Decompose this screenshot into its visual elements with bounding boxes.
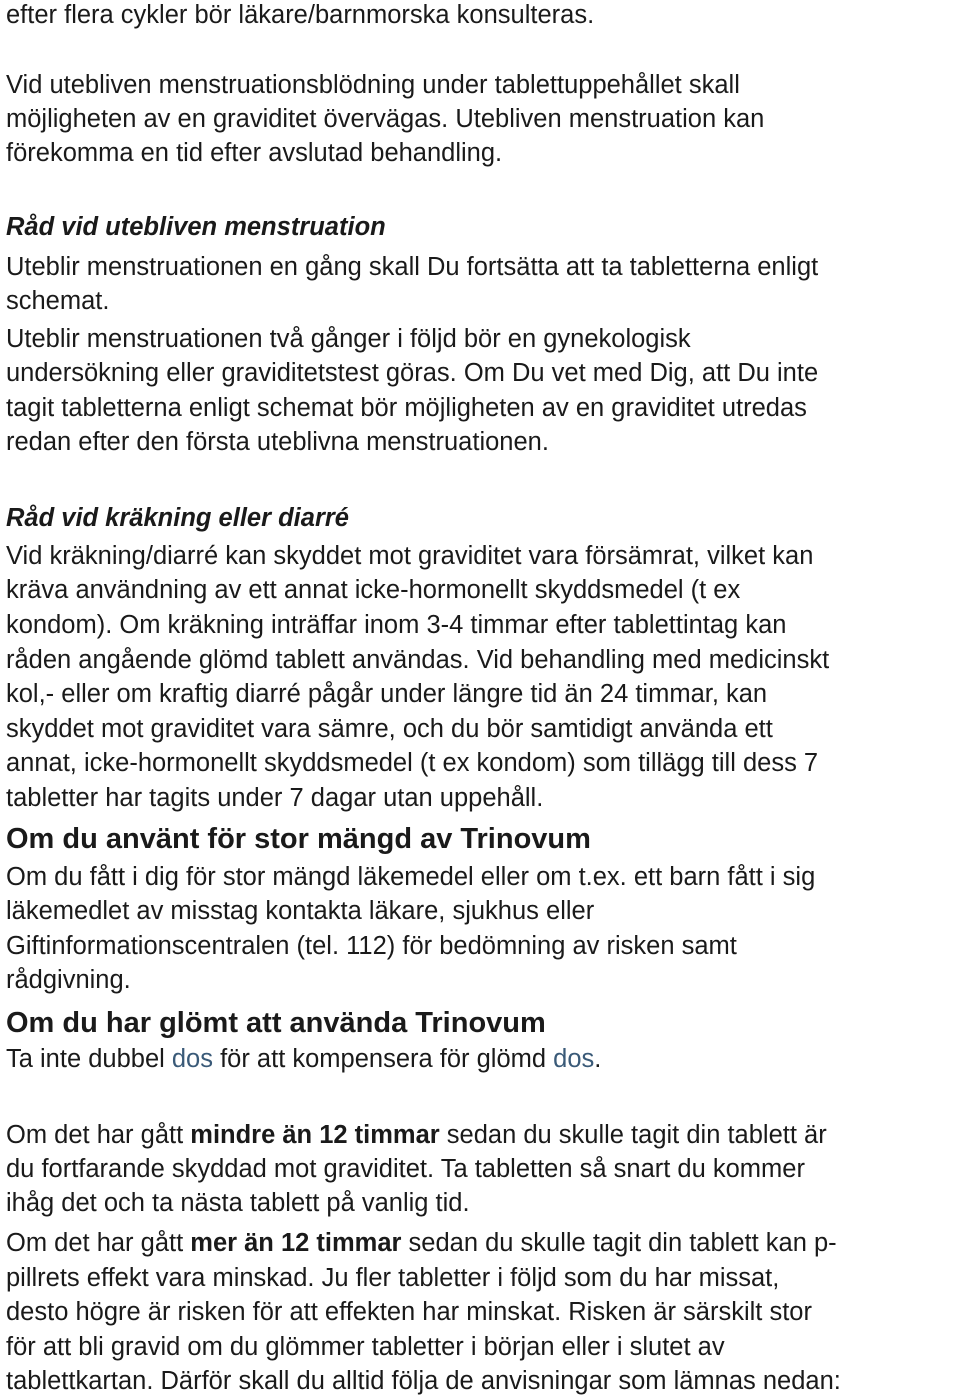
body-line: tabletter har tagits under 7 dagar utan uppehåll. bbox=[6, 784, 544, 812]
body-line: Giftinformationscentralen (tel. 112) för bedömning av risken samt bbox=[6, 932, 737, 960]
body-line: ihåg det och ta nästa tablett på vanlig tid. bbox=[6, 1189, 470, 1217]
intro-para-line: förekomma en tid efter avslutad behandling. bbox=[6, 139, 503, 167]
body-line-mindre bbox=[6, 1120, 827, 1150]
body-line: Uteblir menstruationen en gång skall Du fortsätta att ta tabletterna enligt bbox=[6, 253, 819, 281]
emphasis-mindre: mindre än 12 timmar bbox=[190, 1121, 440, 1149]
body-line: kol,- eller om kraftig diarré pågår under längre tid än 24 timmar, kan bbox=[6, 680, 768, 708]
body-line: schemat. bbox=[6, 287, 110, 315]
body-line: desto högre är risken för att effekten har minskat. Risken är särskilt stor bbox=[6, 1298, 812, 1326]
body-line: tablettkartan. Därför skall du alltid följa de anvisningar som lämnas nedan: bbox=[6, 1367, 841, 1395]
body-line: du fortfarande skyddad mot graviditet. Ta tabletten så snart du kommer bbox=[6, 1155, 805, 1183]
body-line-mer bbox=[6, 1228, 837, 1258]
dos-link[interactable]: dos bbox=[171, 1045, 213, 1073]
text-span: . bbox=[594, 1045, 602, 1073]
body-line: för att bli gravid om du glömmer tabletter i början eller i slutet av bbox=[6, 1333, 725, 1361]
section-heading-glomt: Om du har glömt att använda Trinovum bbox=[6, 1007, 546, 1039]
section-heading-stor-mangd: Om du använt för stor mängd av Trinovum bbox=[6, 823, 591, 855]
body-line: rådgivning. bbox=[6, 966, 131, 994]
body-line: Om du fått i dig för stor mängd läkemedel eller om t.ex. ett barn fått i sig bbox=[6, 863, 816, 891]
body-line: redan efter den första uteblivna menstruationen. bbox=[6, 428, 549, 456]
text-span: sedan du skulle tagit din tablett är bbox=[439, 1121, 827, 1149]
text-span: Om det har gått bbox=[6, 1121, 191, 1149]
text-span: sedan du skulle tagit din tablett kan p- bbox=[401, 1229, 837, 1257]
body-line: läkemedlet av misstag kontakta läkare, sjukhus eller bbox=[6, 897, 595, 925]
text-span: Ta inte dubbel bbox=[6, 1045, 172, 1073]
body-line: kräva användning av ett annat icke-hormonellt skyddsmedel (t ex bbox=[6, 576, 741, 604]
emphasis-mer: mer än 12 timmar bbox=[190, 1229, 402, 1257]
body-line: råden angående glömd tablett användas. Vid behandling med medicinskt bbox=[6, 646, 830, 674]
text-span: Om det har gått bbox=[6, 1229, 191, 1257]
intro-line: efter flera cykler bör läkare/barnmorska konsulteras. bbox=[6, 1, 595, 29]
intro-para-line: möjligheten av en graviditet övervägas. Utebliven menstruation kan bbox=[6, 105, 765, 133]
body-line: pillrets effekt vara minskad. Ju fler tabletter i följd som du har missat, bbox=[6, 1264, 780, 1292]
body-line: Uteblir menstruationen två gånger i följd bör en gynekologisk bbox=[6, 325, 691, 353]
body-line-dos bbox=[6, 1044, 601, 1074]
body-line: annat, icke-hormonellt skyddsmedel (t ex kondom) som tillägg till dess 7 bbox=[6, 749, 819, 777]
dos-link[interactable]: dos bbox=[553, 1045, 595, 1073]
text-span: för att kompensera för glömd bbox=[213, 1045, 554, 1073]
body-line: Vid kräkning/diarré kan skyddet mot graviditet vara försämrat, vilket kan bbox=[6, 542, 814, 570]
intro-para-line: Vid utebliven menstruationsblödning under tablettuppehållet skall bbox=[6, 71, 740, 99]
body-line: tagit tabletterna enligt schemat bör möjligheten av en graviditet utredas bbox=[6, 394, 807, 422]
body-line: undersökning eller graviditetstest göras. Om Du vet med Dig, att Du inte bbox=[6, 359, 819, 387]
body-line: kondom). Om kräkning inträffar inom 3-4 timmar efter tablettintag kan bbox=[6, 611, 787, 639]
section-heading-krakning: Råd vid kräkning eller diarré bbox=[6, 504, 349, 532]
body-line: skyddet mot graviditet vara sämre, och du bör samtidigt använda ett bbox=[6, 715, 773, 743]
section-heading-menstruation: Råd vid utebliven menstruation bbox=[6, 213, 386, 241]
